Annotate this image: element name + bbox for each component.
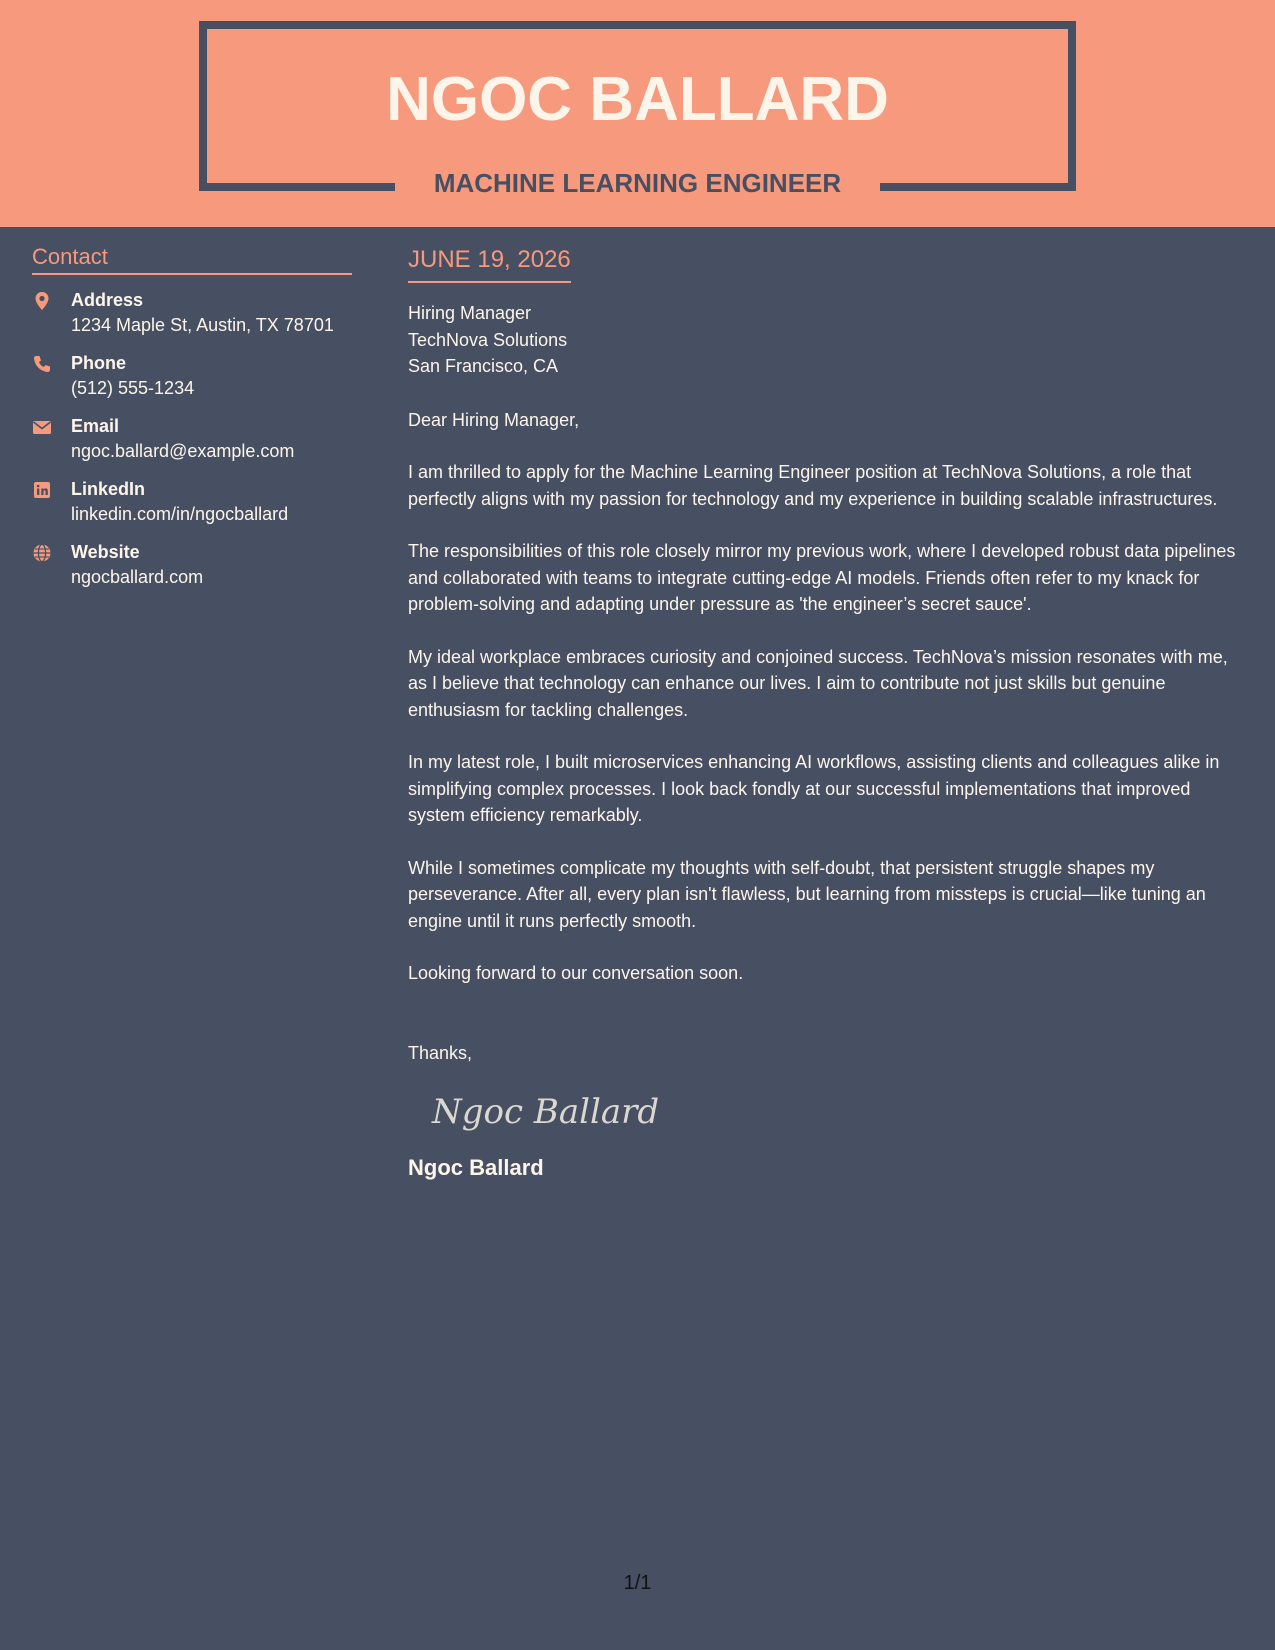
letter-paragraph: My ideal workplace embraces curiosity and conjoined success. TechNova’s mission resonates with me, as I believe that technology can enhance our lives. I aim to contribute not just skills but genuine enthusiasm for tackling challenges. bbox=[408, 646, 1228, 720]
letter-body bbox=[408, 245, 1243, 1182]
frame-bottom-right bbox=[880, 183, 1076, 191]
recipient-line: Hiring Manager bbox=[408, 303, 532, 323]
contact-value: linkedin.com/in/ngocballard bbox=[71, 504, 289, 524]
map-pin-icon bbox=[32, 291, 52, 311]
salutation: Dear Hiring Manager, bbox=[408, 409, 580, 430]
contact-sidebar bbox=[32, 243, 352, 590]
contact-value: ngocballard.com bbox=[71, 567, 204, 587]
contact-item-website bbox=[32, 540, 352, 590]
applicant-name: NGOC BALLARD bbox=[386, 65, 889, 134]
phone-icon bbox=[32, 354, 52, 374]
letter-paragraph: Looking forward to our conversation soon. bbox=[408, 963, 744, 983]
recipient-block bbox=[408, 300, 1243, 380]
contact-label: Phone bbox=[71, 353, 127, 373]
letter-paragraph: I am thrilled to apply for the Machine Learning Engineer position at TechNova Solutions, a role that perfectly aligns with my passion for technology and my experience in building scalable infrastructures. bbox=[408, 462, 1218, 509]
handwritten-signature: Ngoc Ballard bbox=[432, 1092, 660, 1132]
contact-label: LinkedIn bbox=[71, 479, 146, 499]
envelope-icon bbox=[32, 417, 52, 437]
frame-bottom-left bbox=[199, 183, 395, 191]
closing: Thanks, bbox=[408, 1042, 473, 1063]
contact-label: Email bbox=[71, 416, 120, 436]
contact-label: Website bbox=[71, 542, 140, 562]
contact-value: ngoc.ballard@example.com bbox=[71, 441, 295, 461]
letter-paragraph: While I sometimes complicate my thoughts with self-doubt, that persistent struggle shapes my perseverance. After all, every plan isn't flawless, but learning from missteps is crucial—like tuning an engine until it runs perfectly smooth. bbox=[408, 857, 1206, 931]
contact-item-address bbox=[32, 288, 352, 338]
contact-heading: Contact bbox=[32, 243, 352, 275]
job-title: MACHINE LEARNING ENGINEER bbox=[433, 168, 842, 198]
contact-value: 1234 Maple St, Austin, TX 78701 bbox=[71, 315, 334, 335]
letter-paragraph: The responsibilities of this role closely mirror my previous work, where I developed robust data pipelines and collaborated with teams to integrate cutting-edge AI models. Friends often refer to my knack for problem-solving and adapting under pressure as 'the engineer’s secret sauce'. bbox=[408, 541, 1236, 614]
letter-date: JUNE 19, 2026 bbox=[408, 245, 571, 283]
letter-paragraph: In my latest role, I built microservices enhancing AI workflows, assisting clients and colleagues alike in simplifying complex processes. I look back fondly at our successful implementations that improved system efficiency remarkably. bbox=[408, 752, 1220, 825]
contact-item-linkedin bbox=[32, 477, 352, 527]
page-number: 1/1 bbox=[623, 1572, 652, 1594]
signed-name: Ngoc Ballard bbox=[408, 1155, 544, 1180]
contact-label: Address bbox=[71, 290, 144, 310]
globe-icon bbox=[32, 543, 52, 563]
contact-value: (512) 555-1234 bbox=[71, 378, 195, 398]
contact-item-email bbox=[32, 414, 352, 464]
recipient-line: San Francisco, CA bbox=[408, 356, 559, 376]
recipient-line: TechNova Solutions bbox=[408, 329, 568, 350]
contact-item-phone bbox=[32, 351, 352, 401]
header-banner bbox=[0, 0, 1275, 227]
linkedin-icon bbox=[32, 480, 52, 500]
